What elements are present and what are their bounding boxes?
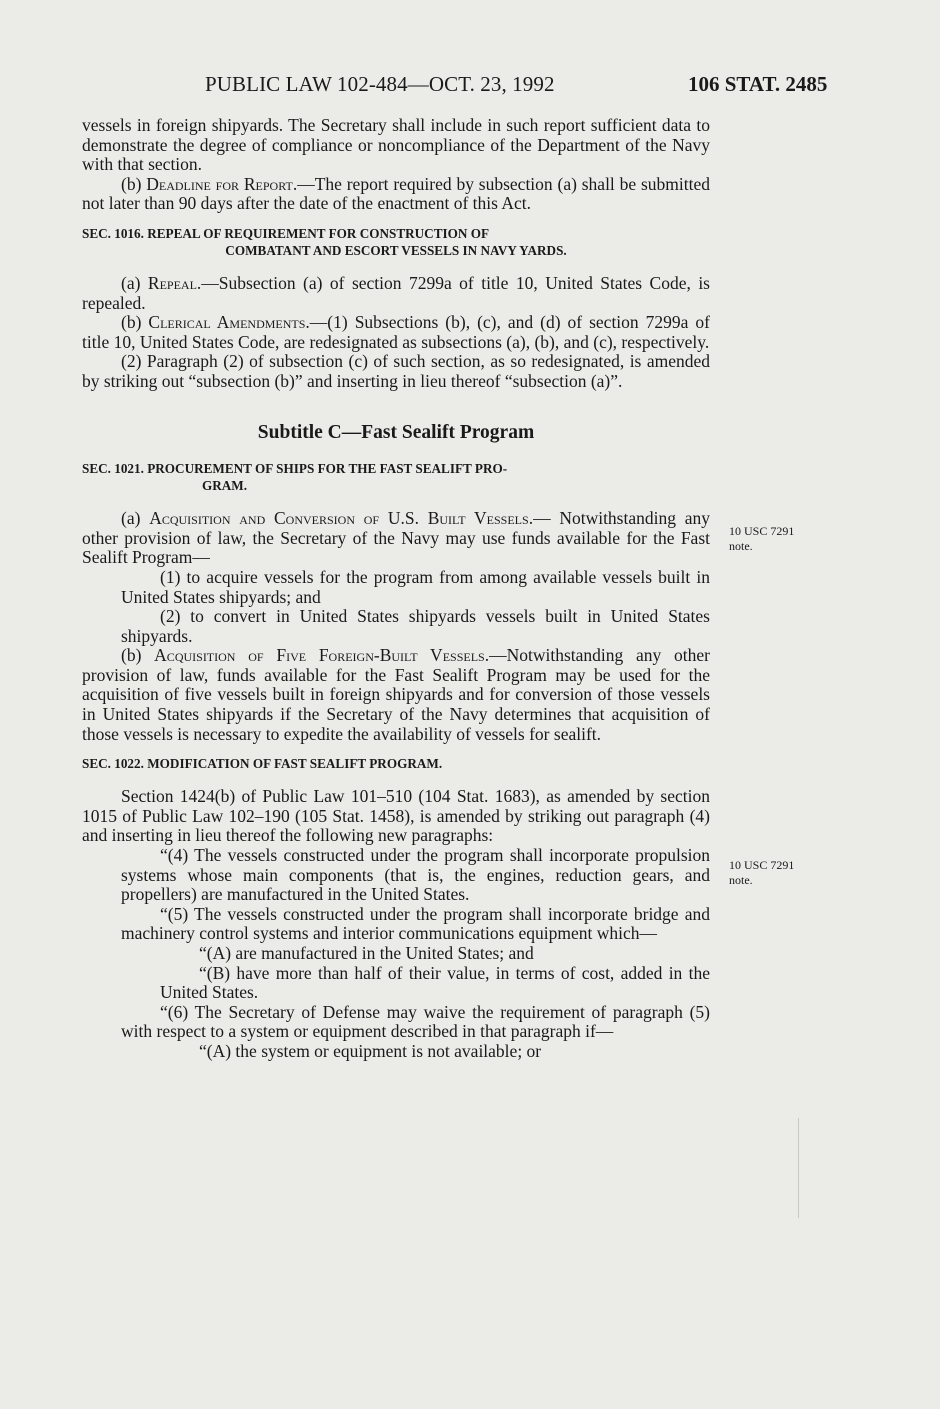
paragraph-heading: Deadline for Report [146,173,293,194]
paragraph-acquisition: (a) Acquisition and Conversion of U.S. Built Vessels.— Notwithstanding any other provision of law, the Secretary of the Navy may use funds available for the Fast Sealift Program— [82,508,710,568]
paragraph: “(5) The vessels constructed under the program shall incorporate bridge and machinery control systems and interior communications equipment which— [121,903,710,944]
section-heading-1016: SEC. 1016. REPEAL OF REQUIREMENT FOR CONSTRUCTION OF COMBATANT AND ESCORT VESSELS IN NAVY YARDS. [82,225,567,258]
margin-note-1022: 10 USC 7291 note. [729,858,795,887]
paragraph: “(B) have more than half of their value, in terms of cost, added in the United States. [160,962,710,1003]
paragraph-heading: Clerical Amendments [148,312,306,333]
paragraph-repeal: (a) Repeal.—Subsection (a) of section 7299a of title 10, United States Code, is repealed. [82,272,710,313]
paragraph: (1) to acquire vessels for the program from among available vessels built in United States shipyards; and [121,566,710,607]
paragraph: Section 1424(b) of Public Law 101–510 (104 Stat. 1683), as amended by section 1015 of Public Law 102–190 (105 Stat. 1458), is amended by striking out paragraph (4) and inserting in lieu thereof the following new paragraphs: [82,786,710,846]
statute-page-number: 106 STAT. 2485 [688,72,828,96]
section-heading-1021: SEC. 1021. PROCUREMENT OF SHIPS FOR THE FAST SEALIFT PRO- GRAM. [82,461,508,494]
running-header-title: PUBLIC LAW 102-484—OCT. 23, 1992 [205,72,555,96]
paragraph: (2) to convert in United States shipyards vessels built in United States shipyards. [121,606,710,646]
paragraph-foreign-built: (b) Acquisition of Five Foreign-Built Vessels.—Notwithstanding any other provision of law, funds available for the Fast Sealift Program may be used for the acquisition of five vessels built in foreign shipyards and for conversion of those vessels in United States shipyards if the Secretary of the Navy determines that acquisition of those vessels is necessary to expedite the availability of vessels for sealift. [82,645,711,744]
section-heading-1022: SEC. 1022. MODIFICATION OF FAST SEALIFT PROGRAM. [82,756,443,772]
scan-mark [798,1118,799,1218]
paragraph-heading: Repeal [147,272,197,293]
paragraph: “(6) The Secretary of Defense may waive the requirement of paragraph (5) with respect to a system or equipment described in that paragraph if— [121,1001,710,1042]
margin-note-1021: 10 USC 7291 note. [729,524,795,553]
paragraph: “(A) the system or equipment is not available; or [199,1040,542,1061]
paragraph: (2) Paragraph (2) of subsection (c) of such section, as so redesignated, is amended by striking out “subsection (b)” and inserting in lieu thereof “subsection (a)”. [82,351,710,391]
paragraph-heading: Acquisition and Conversion of U.S. Built Vessels [149,508,529,529]
paragraph-heading: Acquisition of Five Foreign-Built Vessels [154,645,485,666]
paragraph: “(4) The vessels constructed under the program shall incorporate propulsion systems whose main components (that is, the engines, reduction gears, and propellers) are manufactured in the United States. [121,845,710,905]
paragraph: vessels in foreign shipyards. The Secretary shall include in such report sufficient data to demonstrate the degree of compliance or noncompliance of the Department of the Navy with that section. [82,115,710,175]
paragraph: “(A) are manufactured in the United States; and [199,943,534,963]
body-text [82,116,710,1062]
paragraph-clerical: (b) Clerical Amendments.—(1) Subsections (b), (c), and (d) of section 7299a of title 10, United States Code, are redesignated as subsections (a), (b), and (c), respectively. [82,312,711,352]
subtitle-heading: Subtitle C—Fast Sealift Program [257,421,535,443]
paragraph-deadline: (b) Deadline for Report.—The report required by subsection (a) shall be submitted not later than 90 days after the date of the enactment of this Act. [82,173,710,214]
